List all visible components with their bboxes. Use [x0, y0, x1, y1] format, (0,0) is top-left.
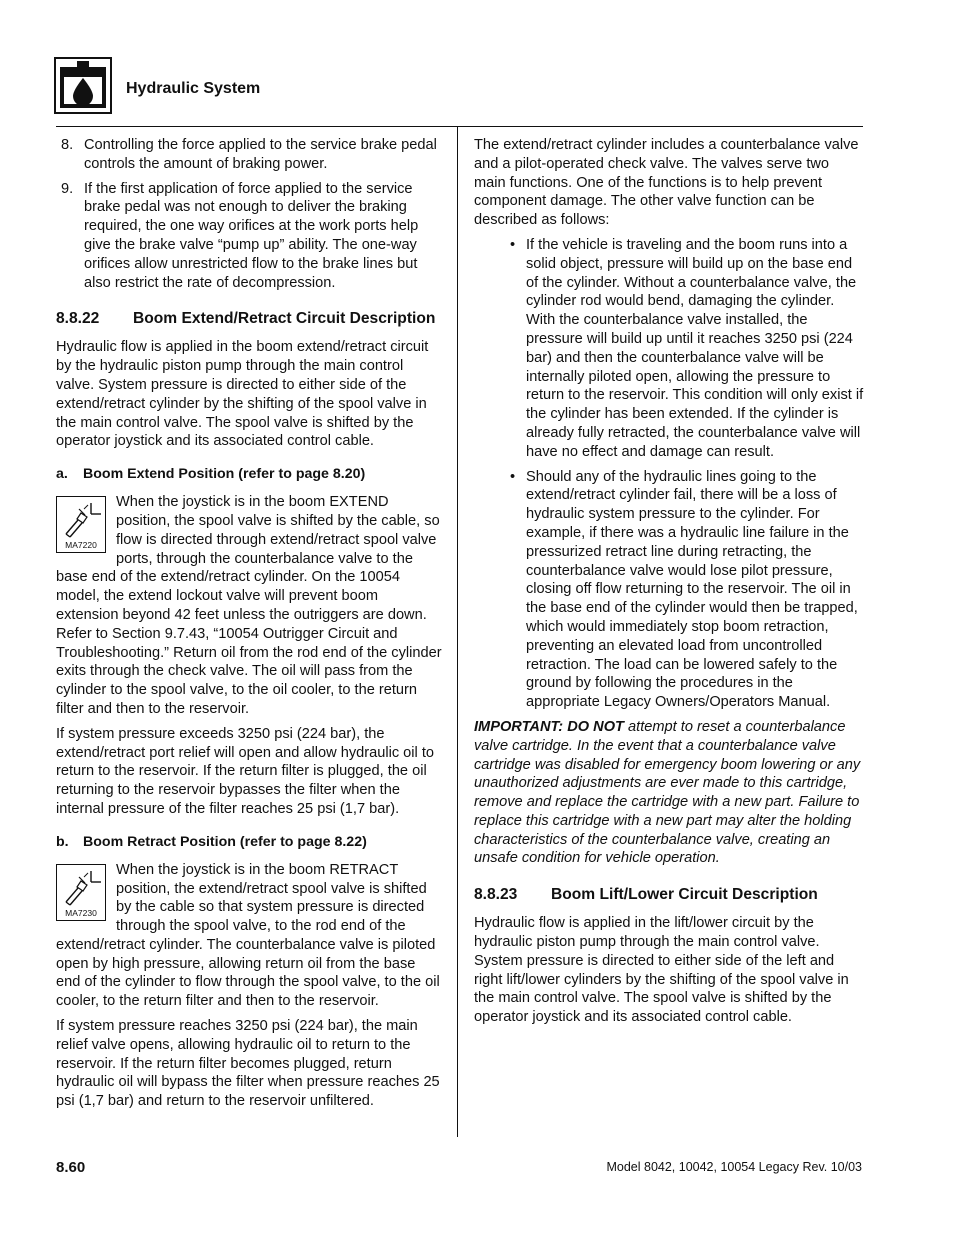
section-number: 8.8.23	[474, 886, 518, 904]
important-text: attempt to reset a counterbalance valve cartridge. In the event that a counterbalance valve cartridge was disabled for emergency boom lowering or any unauthorized adjustments are ever made to this cartridge, remove and replace the cartridge with a new part. Failure to replace this cartridge with a new part may alter the holding characteristics of the counterbalance valve, creating an unsafe condition for vehicle operation.	[474, 718, 861, 867]
subsection-b-body	[56, 861, 443, 1017]
section-title: Boom Extend/Retract Circuit Description	[133, 310, 436, 328]
section-number: 8.8.22	[56, 310, 100, 328]
important-notice	[474, 718, 864, 868]
subsection-b-paragraph-2: If system pressure reaches 3250 psi (224 bar), the main relief valve opens, allowing hydraulic oil to return to the reservoir. If the return filter becomes plugged, return hydraulic oil will bypass the filter when pressure reaches 25 psi (1,7 bar) and return to the reservoir unfiltered.	[56, 1018, 440, 1110]
header-rule	[56, 126, 863, 127]
right-column	[474, 136, 864, 1033]
subsection-title: Boom Extend Position (refer to page 8.20)	[83, 466, 366, 483]
list-item	[474, 236, 864, 462]
subsection-letter: a.	[56, 466, 68, 483]
section-title: Boom Lift/Lower Circuit Description	[551, 886, 818, 904]
figure-code: MA7220	[65, 540, 97, 551]
subsection-a-paragraph-2: If system pressure exceeds 3250 psi (224 bar), the extend/retract port relief will open and allow hydraulic oil to return to the reservoir. If the return filter is plugged, the oil returning to the reservoir bypasses the filter when the internal pressure of the filter reaches 25 psi (1,7 bar).	[56, 725, 435, 817]
list-item-text: Controlling the force applied to the service brake pedal controls the amount of braking power.	[84, 137, 437, 172]
section-header-title: Hydraulic System	[126, 80, 261, 97]
bullet-text: Should any of the hydraulic lines going to the extend/retract cylinder fail, there will be a loss of hydraulic system pressure to the cylinder. For example, if there was a hydraulic line failure in the pressurized retract line during retracting, the counterbalance valve would lose pilot pressure, closing off flow returning to the reservoir. The oil in the base end of the cylinder would then be trapped, which would immediately stop boom retraction, preventing an elevated load from uncontrolled retraction. The load can be lowered safely to the ground by following the procedures in the appropriate Legacy Owners/Operators Manual.	[526, 468, 858, 711]
list-item	[56, 180, 443, 293]
subsection-b-paragraph-1: When the joystick is in the boom RETRACT position, the extend/retract spool valve is shifted by the cable so that system pressure is directed through the spool valve, to the rod end of the extend/retract cylinder. The counterbalance valve is piloted open by high pressure, allowing return oil from the base end of the cylinder to flow through the spool valve, to the oil cooler, to the return filter and then to the reservoir.	[56, 861, 440, 1010]
list-item	[56, 136, 443, 174]
subsection-heading-b	[56, 833, 443, 851]
bullet-marker: •	[510, 468, 516, 485]
footer-model-revision: Model 8042, 10042, 10054 Legacy Rev. 10/03	[606, 1160, 862, 1174]
column-divider	[457, 127, 458, 1137]
subsection-a-body	[56, 493, 443, 725]
subsection-title: Boom Retract Position (refer to page 8.22)	[83, 833, 367, 850]
bullet-marker: •	[510, 236, 516, 253]
hydraulic-drop-icon	[56, 59, 110, 112]
section-heading-8-8-23	[474, 886, 864, 904]
subsection-heading-a	[56, 465, 443, 483]
section-intro-paragraph: Hydraulic flow is applied in the boom extend/retract circuit by the hydraulic piston pump through the main control valve. System pressure is directed to either side of the extend/retract cylinder by the shifting of the spool valve in the main control valve. The spool valve is shifted by the operator joystick and its associated control cable.	[56, 339, 429, 450]
left-column	[56, 136, 443, 1117]
joystick-retract-icon	[56, 864, 106, 921]
page-number: 8.60	[56, 1159, 86, 1176]
list-item-number: 8.	[61, 137, 74, 153]
bullet-text: If the vehicle is traveling and the boom runs into a solid object, pressure will build up on the base end of the cylinder. Without a counterbalance valve, the cylinder rod would bend, damaging the cylinder. With the counterbalance valve installed, the pressure will build up until it reaches 3250 psi (224 bar) and then the counterbalance valve will be internally piloted open, allowing the pressure to return to the reservoir. This condition will only exist if the cylinder has been extended. If the cylinder is already fully retracted, the counterbalance valve will have no effect and damage can result.	[526, 236, 864, 460]
subsection-letter: b.	[56, 833, 69, 850]
hydraulic-system-logo	[54, 57, 112, 114]
list-item-number: 9.	[61, 180, 74, 197]
section-23-paragraph: Hydraulic flow is applied in the lift/lower circuit by the hydraulic piston pump through the main control valve. System pressure is directed to either side of the left and right lift/lower cylinders by the shifting of the spool valve in the main control valve. The spool valve is shifted by the operator joystick and its associated control cable.	[474, 915, 849, 1026]
important-lead: IMPORTANT: DO NOT	[474, 718, 624, 735]
subsection-a-paragraph-1: When the joystick is in the boom EXTEND position, the spool valve is shifted by the cable, so flow is directed through extend/retract spool valve ports, through the counterbalance valve to the base end of the extend/retract cylinder. On the 10054 model, the extend lockout valve will prevent boom extension beyond 42 feet unless the outriggers are down. Refer to Section 9.7.43, “10054 Outrigger Circuit and Troubleshooting.” Return oil from the rod end of the cylinder exits through the check valve. The oil will pass from the cylinder to the spool valve, to the oil cooler, to the return filter and then to the reservoir.	[56, 494, 442, 717]
list-item-text: If the first application of force applied to the service brake pedal was not enough to deliver the braking required, the one way orifices at the work ports help give the brake valve “pump up” ability. The one-way orifices allow unrestricted flow to the brake lines but also restrict the rate of decompression.	[84, 180, 419, 291]
counterbalance-intro-paragraph: The extend/retract cylinder includes a counterbalance valve and a pilot-operated check valve. The valves serve two main functions. One of the functions is to help prevent component damage. The other valve function can be described as follows:	[474, 137, 859, 229]
figure-code: MA7230	[65, 907, 97, 918]
section-heading-8-8-22	[56, 310, 443, 328]
joystick-extend-icon	[56, 496, 106, 553]
list-item	[474, 468, 864, 712]
